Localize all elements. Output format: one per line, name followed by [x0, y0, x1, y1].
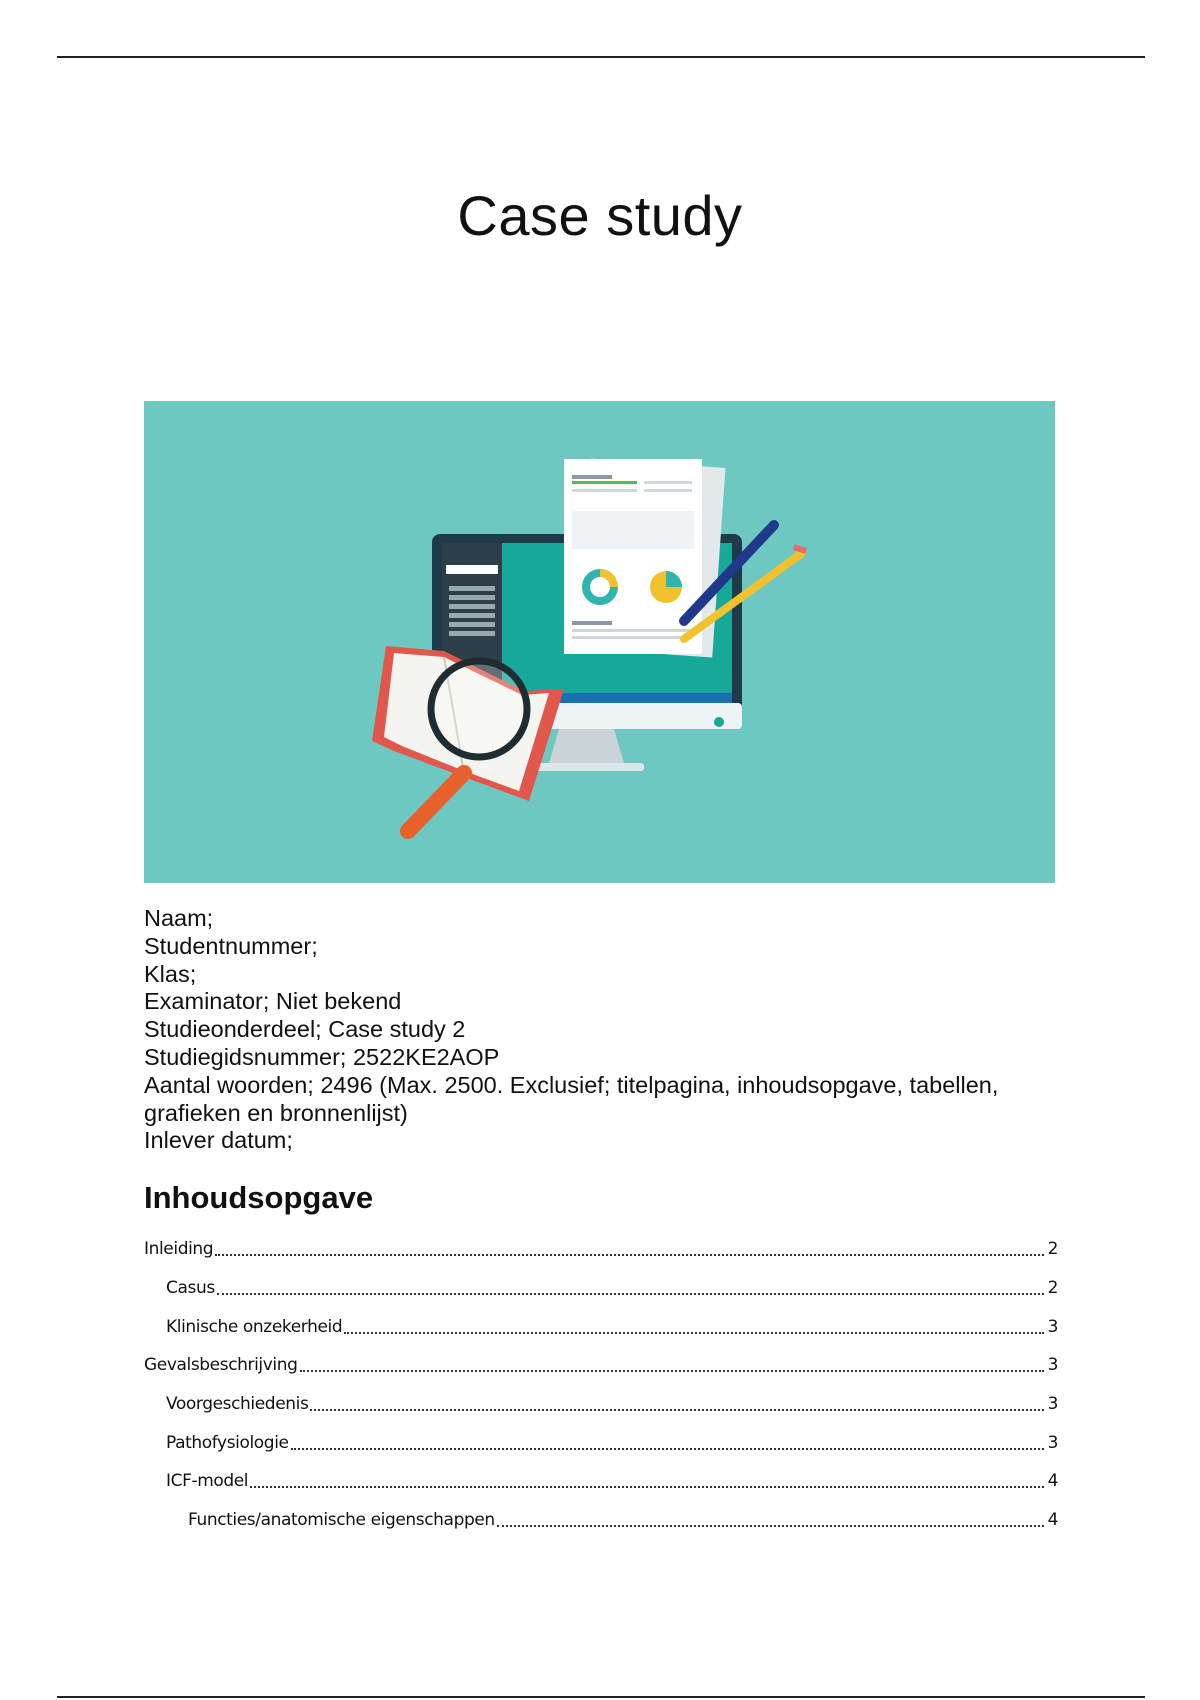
- toc-item-label: Pathofysiologie: [166, 1432, 289, 1453]
- toc-item-label: Functies/anatomische eigenschappen: [188, 1510, 495, 1531]
- toc-item-casus[interactable]: [144, 1269, 1058, 1308]
- toc-leader: [344, 1332, 1044, 1334]
- page-title: Case study: [457, 183, 743, 247]
- cover-illustration: [144, 401, 1055, 883]
- toc-item-icf-model[interactable]: [144, 1462, 1058, 1501]
- meta-studieonderdeel: Studieonderdeel; Case study 2: [144, 1016, 466, 1043]
- toc-leader: [217, 1293, 1044, 1295]
- meta-examinator: Examinator; Niet bekend: [144, 988, 402, 1015]
- toc-item-pathofysiologie[interactable]: [144, 1423, 1058, 1462]
- toc-item-label: Casus: [166, 1278, 215, 1299]
- meta-klas: Klas;: [144, 960, 197, 987]
- header-rule: [57, 56, 1145, 58]
- toc-item-voorgeschiedenis[interactable]: [144, 1385, 1058, 1424]
- table-of-contents: [144, 1230, 1058, 1540]
- toc-item-label: ICF-model: [166, 1471, 249, 1492]
- toc-item-klinische-onzekerheid[interactable]: [144, 1307, 1058, 1346]
- toc-item-functies[interactable]: [144, 1501, 1058, 1540]
- student-info-list: [144, 905, 1074, 1155]
- toc-page-number: 3: [1047, 1432, 1058, 1453]
- toc-leader: [215, 1254, 1044, 1256]
- toc-leader: [497, 1525, 1044, 1527]
- toc-heading: Inhoudsopgave: [144, 1180, 374, 1215]
- toc-item-label: Gevalsbeschrijving: [144, 1355, 298, 1376]
- footer-rule: [57, 1696, 1145, 1698]
- toc-item-gevalsbeschrijving[interactable]: [144, 1346, 1058, 1385]
- toc-leader: [300, 1370, 1044, 1372]
- meta-aantal-woorden: Aantal woorden; 2496 (Max. 2500. Exclusief; titelpagina, inhoudsopgave, tabellen,: [144, 1071, 999, 1098]
- meta-aantal-woorden-cont: grafieken en bronnenlijst): [144, 1099, 408, 1126]
- toc-page-number: 3: [1047, 1394, 1058, 1415]
- toc-page-number: 4: [1047, 1471, 1058, 1492]
- toc-page-number: 3: [1047, 1355, 1058, 1376]
- toc-leader: [310, 1409, 1044, 1411]
- meta-naam: Naam;: [144, 905, 214, 931]
- toc-page-number: 3: [1047, 1316, 1058, 1337]
- toc-item-inleiding[interactable]: [144, 1230, 1058, 1269]
- toc-page-number: 4: [1047, 1510, 1058, 1531]
- toc-leader: [291, 1448, 1044, 1450]
- meta-studentnummer: Studentnummer;: [144, 932, 318, 959]
- toc-leader: [250, 1486, 1044, 1488]
- toc-item-label: Klinische onzekerheid: [166, 1316, 343, 1337]
- toc-item-label: Voorgeschiedenis: [166, 1394, 309, 1415]
- meta-studiegidsnummer: Studiegidsnummer; 2522KE2AOP: [144, 1043, 500, 1070]
- toc-item-label: Inleiding: [144, 1239, 214, 1260]
- toc-page-number: 2: [1047, 1239, 1058, 1260]
- toc-page-number: 2: [1047, 1278, 1058, 1299]
- meta-inlever-datum: Inlever datum;: [144, 1127, 293, 1154]
